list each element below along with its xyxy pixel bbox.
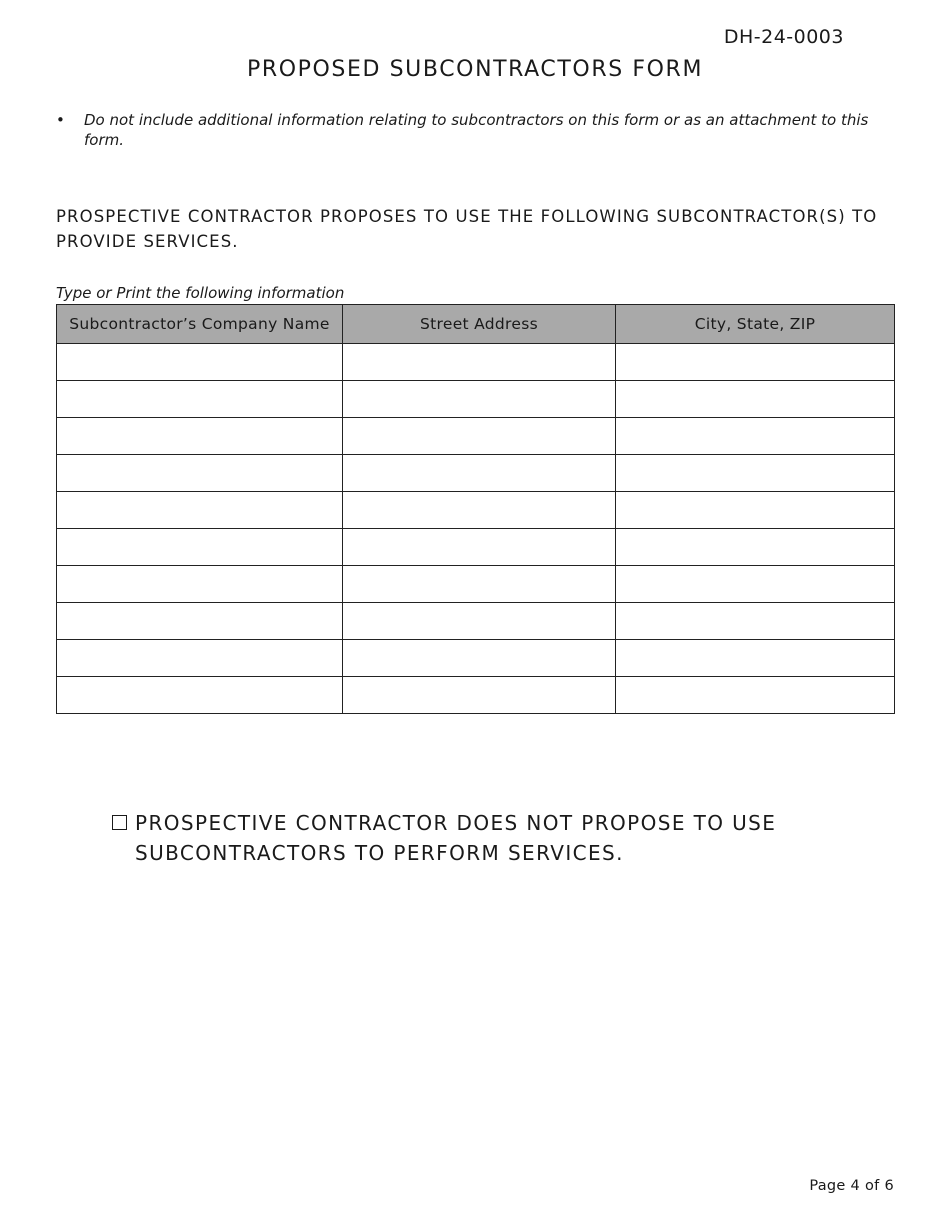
subcontractors-table-body	[57, 344, 895, 714]
table-row	[57, 418, 895, 455]
page-number: Page 4 of 6	[809, 1178, 894, 1194]
instruction-notes	[56, 110, 876, 150]
company-name-cell[interactable]	[57, 640, 343, 677]
city-state-zip-cell[interactable]	[616, 455, 895, 492]
street-address-cell[interactable]	[343, 381, 616, 418]
table-instructions: Type or Print the following information	[56, 284, 345, 302]
table-row	[57, 381, 895, 418]
street-address-cell[interactable]	[343, 566, 616, 603]
company-name-cell[interactable]	[57, 455, 343, 492]
company-name-cell[interactable]	[57, 418, 343, 455]
no-subcontractors-option[interactable]	[112, 808, 832, 868]
street-address-cell[interactable]	[343, 640, 616, 677]
proposal-statement: PROSPECTIVE CONTRACTOR PROPOSES TO USE THE FOLLOWING SUBCONTRACTOR(S) TO PROVIDE SERVICES.	[56, 207, 878, 251]
column-header-city-state-zip: City, State, ZIP	[616, 305, 895, 344]
company-name-cell[interactable]	[57, 566, 343, 603]
city-state-zip-cell[interactable]	[616, 640, 895, 677]
table-row	[57, 566, 895, 603]
no-subcontractors-label: PROSPECTIVE CONTRACTOR DOES NOT PROPOSE TO USE SUBCONTRACTORS TO PERFORM SERVICES.	[135, 811, 777, 865]
table-row	[57, 344, 895, 381]
no-subcontractors-checkbox[interactable]	[112, 815, 127, 830]
city-state-zip-cell[interactable]	[616, 566, 895, 603]
company-name-cell[interactable]	[57, 603, 343, 640]
street-address-cell[interactable]	[343, 603, 616, 640]
table-row	[57, 492, 895, 529]
city-state-zip-cell[interactable]	[616, 381, 895, 418]
street-address-cell[interactable]	[343, 529, 616, 566]
city-state-zip-cell[interactable]	[616, 603, 895, 640]
company-name-cell[interactable]	[57, 381, 343, 418]
city-state-zip-cell[interactable]	[616, 492, 895, 529]
city-state-zip-cell[interactable]	[616, 677, 895, 714]
table-header-row	[57, 305, 895, 344]
page-title: PROPOSED SUBCONTRACTORS FORM	[246, 57, 704, 82]
street-address-cell[interactable]	[343, 677, 616, 714]
table-row	[57, 677, 895, 714]
table-row	[57, 603, 895, 640]
city-state-zip-cell[interactable]	[616, 344, 895, 381]
street-address-cell[interactable]	[343, 418, 616, 455]
street-address-cell[interactable]	[343, 455, 616, 492]
instruction-note-text: Do not include additional information relating to subcontractors on this form or as an attachment to this form.	[84, 111, 869, 149]
city-state-zip-cell[interactable]	[616, 418, 895, 455]
street-address-cell[interactable]	[343, 344, 616, 381]
company-name-cell[interactable]	[57, 344, 343, 381]
document-number: DH-24-0003	[723, 26, 844, 48]
company-name-cell[interactable]	[57, 529, 343, 566]
subcontractors-table	[56, 304, 895, 714]
table-row	[57, 455, 895, 492]
instruction-note	[56, 110, 876, 150]
bullet-icon: •	[56, 111, 65, 129]
table-row	[57, 640, 895, 677]
table-row	[57, 529, 895, 566]
city-state-zip-cell[interactable]	[616, 529, 895, 566]
company-name-cell[interactable]	[57, 677, 343, 714]
column-header-street-address: Street Address	[343, 305, 616, 344]
column-header-company-name: Subcontractor’s Company Name	[57, 305, 343, 344]
company-name-cell[interactable]	[57, 492, 343, 529]
street-address-cell[interactable]	[343, 492, 616, 529]
